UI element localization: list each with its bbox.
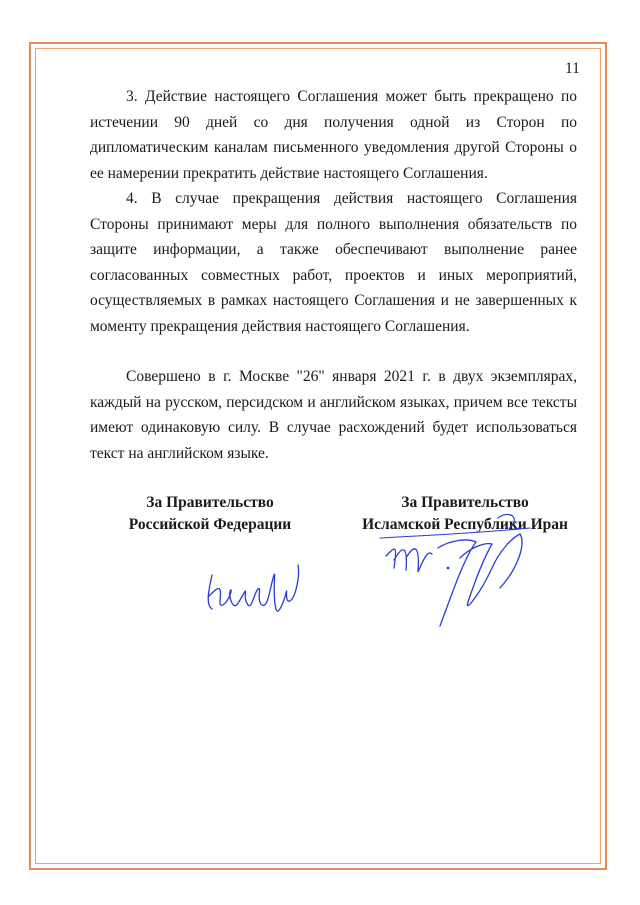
signatory-iran-line2: Исламской Республики Иран: [362, 516, 568, 533]
paragraph-clause-3: 3. Действие настоящего Соглашения может быть прекращено по истечении 90 дней со дня получения одной из Сторон по дипломатическим каналам письменного уведомления другой Стороны о ее намерении прекратить действие настоящего Соглашения.: [90, 88, 577, 182]
signature-iran: [380, 498, 560, 633]
signatory-russia-line2: Российской Федерации: [128, 516, 292, 533]
paragraph-clause-4: 4. В случае прекращения действия настоящего Соглашения Стороны принимают меры для полного выполнения обязательств по защите информации, а также обеспечивают выполнение ранее согласованных совместных работ, проектов и иных мероприятий, осуществляемых в рамках настоящего Соглашения и не завершенных к моменту прекращения действия настоящего Соглашения.: [90, 190, 577, 335]
signatory-iran-line1: За Правительство: [401, 494, 529, 511]
page-number: 11: [565, 60, 580, 77]
document-body: [90, 84, 577, 466]
signatory-russia: [100, 492, 320, 536]
signatory-russia-line1: За Правительство: [146, 494, 274, 511]
paragraph-signing: Совершено в г. Москве "26" января 2021 г. в двух экземплярах, каждый на русском, персидском и английском языках, причем все тексты имеют одинаковую силу. В случае расхождений будет использоваться текст на английском языке.: [90, 368, 577, 462]
signature-russia: [200, 535, 310, 625]
